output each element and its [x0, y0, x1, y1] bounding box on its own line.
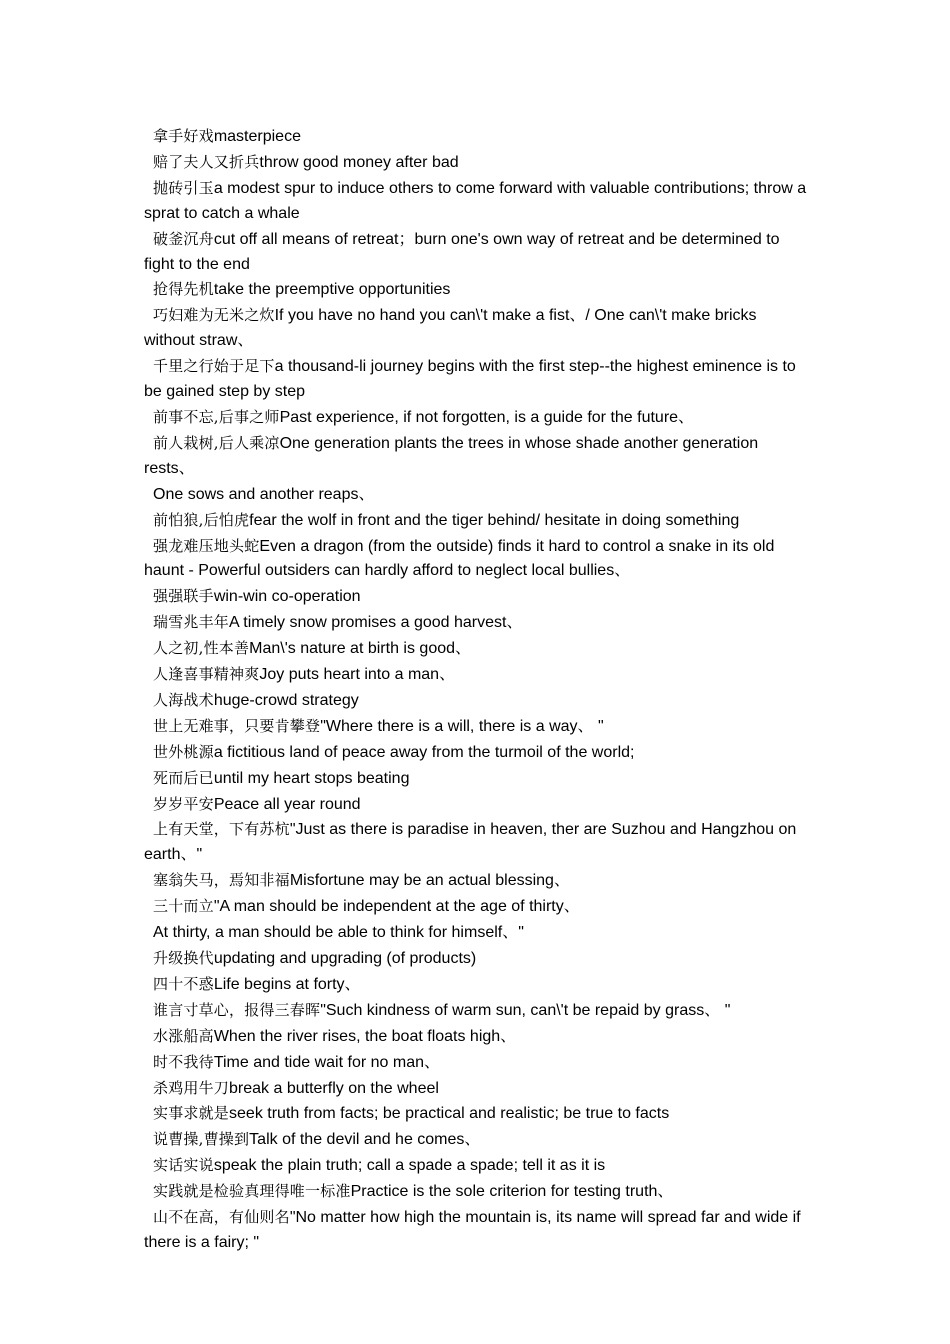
english-translation: cut off all means of retreat；burn one's own way of retreat and be determined to fight to the end [144, 230, 780, 273]
list-item [144, 584, 809, 610]
list-item [144, 1205, 809, 1256]
english-translation: win-win co-operation [213, 588, 361, 606]
english-translation: "Just as there is paradise in heaven, ther are Suzhou and Hangzhou on earth、" [144, 821, 797, 864]
english-translation: a modest spur to induce others to come forward with valuable contributions; throw a sprat to catch a whale [144, 179, 807, 222]
idiom-list [144, 124, 809, 1256]
english-translation: One generation plants the trees in whose shade another generation rests、 [144, 434, 759, 477]
english-translation: Misfortune may be an actual blessing、 [289, 872, 570, 890]
chinese-phrase: 死而后已 [153, 768, 214, 787]
chinese-phrase: 人逢喜事精神爽 [153, 665, 260, 684]
chinese-phrase: 山不在高，有仙则名 [153, 1208, 290, 1227]
chinese-phrase: 世上无难事，只要肯攀登 [153, 716, 321, 735]
chinese-phrase: 实事求就是 [153, 1104, 230, 1123]
english-translation: "A man should be independent at the age of thirty、 [213, 898, 580, 916]
list-item [144, 688, 809, 714]
chinese-phrase: 抢得先机 [153, 280, 214, 299]
chinese-phrase: 巧妇难为无米之炊 [153, 306, 275, 325]
list-item [144, 482, 809, 508]
list-item [144, 1024, 809, 1050]
chinese-phrase: 实话实说 [153, 1156, 214, 1175]
list-item [144, 740, 809, 766]
chinese-phrase: 实践就是检验真理得唯一标准 [153, 1182, 351, 1201]
list-item [144, 1101, 809, 1127]
list-item [144, 277, 809, 303]
english-translation: a fictitious land of peace away from the turmoil of the world; [213, 743, 635, 761]
list-item [144, 766, 809, 792]
list-item [144, 431, 809, 482]
chinese-phrase: 四十不惑 [153, 974, 214, 993]
list-item [144, 920, 809, 946]
english-translation: At thirty, a man should be able to think for himself、" [153, 924, 524, 942]
list-item [144, 972, 809, 998]
english-translation: fear the wolf in front and the tiger behind/ hesitate in doing something [249, 511, 740, 529]
english-translation: If you have no hand you can\'t make a fist、/ One can\'t make bricks without straw、 [144, 307, 757, 350]
chinese-phrase: 三十而立 [153, 897, 214, 916]
chinese-phrase: 前事不忘,后事之师 [153, 407, 280, 426]
list-item [144, 792, 809, 818]
english-translation: seek truth from facts; be practical and realistic; be true to facts [229, 1105, 670, 1123]
chinese-phrase: 升级换代 [153, 949, 214, 967]
english-translation: Talk of the devil and he comes、 [249, 1131, 481, 1149]
chinese-phrase: 强强联手 [153, 587, 214, 606]
english-translation: Even a dragon (from the outside) finds it hard to control a snake in its old haunt - Powerful outsiders can hardly afford to neglect local bullies、 [144, 537, 775, 580]
english-translation: updating and upgrading (of products) [213, 950, 477, 967]
chinese-phrase: 千里之行始于足下 [153, 357, 275, 376]
list-item [144, 636, 809, 662]
english-translation: huge-crowd strategy [213, 691, 359, 709]
chinese-phrase: 抛砖引玉 [153, 178, 214, 197]
english-translation: take the preemptive opportunities [213, 281, 451, 299]
english-translation: Man\'s nature at birth is good、 [249, 640, 472, 658]
english-translation: "Where there is a will, there is a way、 " [320, 717, 604, 735]
list-item [144, 998, 809, 1024]
english-translation: When the river rises, the boat floats high、 [213, 1027, 517, 1045]
list-item [144, 176, 809, 227]
list-item [144, 817, 809, 868]
list-item [144, 534, 809, 585]
chinese-phrase: 前怕狼,后怕虎 [153, 510, 250, 529]
chinese-phrase: 前人栽树,后人乘凉 [153, 433, 280, 452]
english-translation: Practice is the sole criterion for testing truth、 [350, 1183, 674, 1201]
chinese-phrase: 人海战术 [153, 690, 214, 709]
english-translation: Joy puts heart into a man、 [259, 666, 456, 684]
english-translation: Past experience, if not forgotten, is a guide for the future、 [279, 408, 695, 426]
english-translation: break a butterfly on the wheel [229, 1079, 439, 1097]
chinese-phrase: 时不我待 [153, 1052, 214, 1071]
chinese-phrase: 赔了夫人又折兵 [153, 152, 260, 171]
chinese-phrase: 瑞雪兆丰年 [153, 613, 230, 632]
english-translation: "Such kindness of warm sun, can\'t be repaid by grass、 " [320, 1001, 731, 1019]
chinese-phrase: 强龙难压地头蛇 [153, 536, 260, 555]
english-translation: Peace all year round [213, 795, 361, 813]
chinese-phrase: 破釜沉舟 [153, 229, 214, 248]
chinese-phrase: 杀鸡用牛刀 [153, 1078, 230, 1097]
english-translation: Time and tide wait for no man、 [213, 1053, 440, 1071]
chinese-phrase: 上有天堂，下有苏杭 [153, 820, 290, 839]
english-translation: throw good money after bad [259, 153, 459, 171]
list-item [144, 714, 809, 740]
list-item [144, 227, 809, 278]
chinese-phrase: 说曹操,曹操到 [153, 1130, 250, 1149]
list-item [144, 894, 809, 920]
list-item [144, 124, 809, 150]
list-item [144, 354, 809, 405]
list-item [144, 868, 809, 894]
list-item [144, 610, 809, 636]
list-item [144, 150, 809, 176]
list-item [144, 1050, 809, 1076]
chinese-phrase: 世外桃源 [153, 742, 214, 761]
list-item [144, 1127, 809, 1153]
english-translation: Life begins at forty、 [213, 975, 361, 993]
list-item [144, 1076, 809, 1102]
list-item [144, 1179, 809, 1205]
english-translation: a thousand-li journey begins with the first step--the highest eminence is to be gained step by step [144, 358, 796, 401]
chinese-phrase: 拿手好戏 [153, 127, 214, 145]
list-item [144, 946, 809, 972]
english-translation: masterpiece [213, 128, 301, 145]
chinese-phrase: 岁岁平安 [153, 794, 214, 813]
chinese-phrase: 人之初,性本善 [153, 639, 250, 658]
chinese-phrase: 塞翁失马，焉知非福 [153, 871, 290, 890]
english-translation: speak the plain truth; call a spade a spade; tell it as it is [213, 1157, 606, 1175]
chinese-phrase: 水涨船高 [153, 1026, 214, 1045]
list-item [144, 405, 809, 431]
list-item [144, 508, 809, 534]
list-item [144, 1153, 809, 1179]
chinese-phrase: 谁言寸草心，报得三春晖 [153, 1000, 321, 1019]
english-translation: A timely snow promises a good harvest、 [229, 614, 523, 632]
english-translation: "No matter how high the mountain is, its name will spread far and wide if there is a fairy; " [144, 1209, 801, 1251]
list-item [144, 662, 809, 688]
list-item [144, 303, 809, 354]
english-translation: One sows and another reaps、 [153, 485, 375, 503]
english-translation: until my heart stops beating [213, 769, 410, 787]
